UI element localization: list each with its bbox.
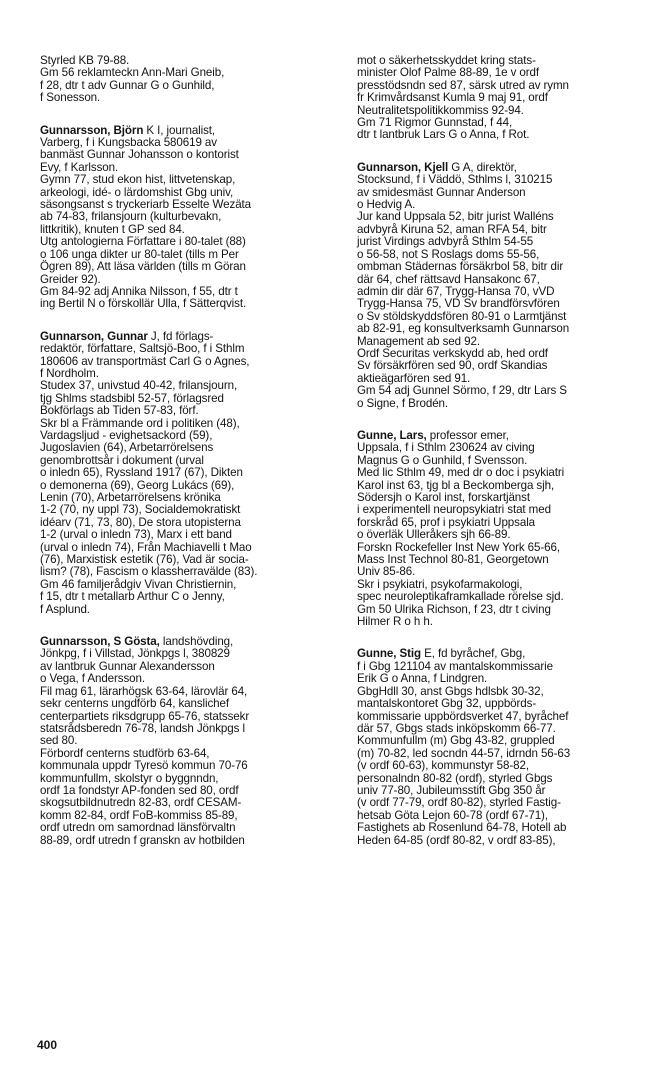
entry-text-line: hetsab Göta Lejon 60-78 (ordf 67-71), <box>357 808 548 822</box>
entry-text-line: dtr t lantbruk Lars G o Anna, f Rot. <box>357 128 530 142</box>
entry-text-line: Erik G o Anna, f Lindgren. <box>357 672 488 686</box>
entry-text-line: där 57, Gbgs stads inköpskomm 66-77. <box>357 721 556 735</box>
entry-text-line: Management ab sed 92. <box>357 334 480 348</box>
entry-text-line: f Asplund. <box>40 602 90 616</box>
entry-text-line: ab 74-83, frilansjourn (kulturbevakn, <box>40 210 222 224</box>
entry-text-line: Karol inst 63, tjg bl a Beckomberga sjh, <box>357 478 555 492</box>
entry-text-line: tjg Shlms stadsbibl 52-57, förlagsred <box>40 391 224 405</box>
entry-text-line: mantalskontoret Gbg 32, uppbörds- <box>357 697 537 711</box>
entry-text-line: ing Bertil N o förskollär Ulla, f Sätterqvist. <box>40 297 247 311</box>
entry-text-line: personalndn 80-82 (ordf), styrled Gbgs <box>357 771 553 785</box>
biography-entry <box>40 636 332 847</box>
entry-text-line: Trygg-Hansa 75, VD Sv brandförsvfören <box>357 297 560 311</box>
entry-text-line: Evy, f Karlsson. <box>40 160 119 174</box>
entry-name: Gunnarson, Gunnar <box>40 329 148 343</box>
entry-text-line: f Sonesson. <box>40 91 101 105</box>
entry-text-line: Heden 64-85 (ordf 80-82, v ordf 83-85), <box>357 833 556 847</box>
entry-text-line: Gymn 77, stud ekon hist, littvetenskap, <box>40 173 236 187</box>
entry-text-line: Lenin (70), Arbetarrörelsens krönika <box>40 491 221 504</box>
biography-entry <box>357 162 652 410</box>
entry-text-line: o 106 unga dikter ur 80-talet (tills m Per <box>40 247 239 261</box>
entry-text-line: ab 82-91, eg konsultverksamh Gunnarson <box>357 322 570 336</box>
entry-text-line: Greider 92). <box>40 272 101 286</box>
biography-entry <box>357 430 652 629</box>
biography-entry <box>357 648 652 847</box>
entry-text-line: Utg antologierna Författare i 80-talet (88) <box>40 235 246 249</box>
entry-text-line: Gm 56 reklamteckn Ann-Mari Gneib, <box>40 66 225 80</box>
entry-text-line: Forskn Rockefeller Inst New York 65-66, <box>357 540 560 554</box>
entry-text-line: forskråd 65, prof i psykiatri Uppsala <box>357 515 536 529</box>
entry-text-line: o 56-58, not S Roslags doms 55-56, <box>357 247 540 261</box>
entry-text-line: Varberg, f i Kungsbacka 580619 av <box>40 136 217 150</box>
biography-entry <box>40 125 332 311</box>
entry-first-line-text: G A, direktör, <box>448 160 517 174</box>
entry-text-line: i experimentell neuropsykiatri stat med <box>357 503 551 517</box>
entry-text-line: f 28, dtr t adv Gunnar G o Gunhild, <box>40 78 215 92</box>
entry-text-line: Fil mag 61, lärarhögsk 63-64, lärovlär 64, <box>40 684 248 698</box>
entry-text-line: Gm 50 Ulrika Richson, f 23, dtr t civing <box>357 602 551 616</box>
entry-text-line: genombrottsår i dokument (urval <box>40 453 204 467</box>
entry-text-line: sed 80. <box>40 734 78 748</box>
entry-text-line: 1-2 (urval o inledn 73), Marx i ett band <box>40 528 232 542</box>
page-number: 400 <box>37 1038 58 1052</box>
entry-text-line: ombman Städernas försäkrbol 58, bitr dir <box>357 260 564 274</box>
entry-text-line: jurist Virdings advbyrå Sthlm 54-55 <box>357 235 534 249</box>
entry-text-line: (76), Marxistisk estetik (76), Vad är socia- <box>40 553 249 567</box>
entry-text-line: av lantbruk Gunnar Alexandersson <box>40 659 215 673</box>
entry-name: Gunnarson, Kjell <box>357 160 449 174</box>
entry-text-line: Gm 54 adj Gunnel Sörmo, f 29, dtr Lars S <box>357 384 567 398</box>
entry-text-line: skogsutbildnutredn 82-83, ordf CESAM- <box>40 796 242 810</box>
entry-text-line: centerpartiets riksdgrupp 65-76, statssekr <box>40 709 250 723</box>
entry-text-line: o Signe, f Brodén. <box>357 396 449 410</box>
entry-text-line: Fastighets ab Rosenlund 64-78, Hotell ab <box>357 821 567 835</box>
entry-text-line: advbyrå Kiruna 52, aman RFA 54, bitr <box>357 222 547 236</box>
entry-text-line: Förbordf centerns studförb 63-64, <box>40 746 210 760</box>
entry-text-line: o överläk Ulleråkers sjh 66-89. <box>357 528 511 542</box>
entry-text-line: Univ 85-86. <box>357 565 416 579</box>
entry-text-line: Vardagsljud - evighetsackord (59), <box>40 428 213 442</box>
entry-text-line: Styrled KB 79-88. <box>40 54 130 67</box>
entry-text-line: minister Olof Palme 88-89, 1e v ordf <box>357 66 539 80</box>
entry-text-line: 1-2 (70, ny uppl 73), Socialdemokratiskt <box>40 503 241 517</box>
entry-text-line: f Nordholm. <box>40 366 99 380</box>
entry-text-line: sekr centerns ungdförb 64, kanslichef <box>40 697 229 711</box>
entry-name: Gunnarsson, Björn <box>40 123 144 137</box>
entry-text-line: littkritik), knuten t GP sed 84. <box>40 222 185 236</box>
entry-text-line: o Vega, f Andersson. <box>40 672 145 686</box>
entry-text-line: 180606 av transportmäst Carl G o Agnes, <box>40 354 250 368</box>
entry-text-line: (urval o inledn 74), Från Machiavelli t Mao <box>40 540 252 554</box>
entry-text-line: f 15, dtr t metallarb Arthur C o Jenny, <box>40 590 225 604</box>
entry-text-line: banmäst Gunnar Johansson o kontorist <box>40 148 239 162</box>
left-column <box>40 55 332 867</box>
entry-text-line: Jönkpg, f i Villstad, Jönkpgs l, 380829 <box>40 647 230 661</box>
entry-text-line: Skr bl a Främmande ord i politiken (48), <box>40 416 240 430</box>
entry-text-line: f i Gbg 121104 av mantalskommissarie <box>357 659 553 673</box>
entry-text-line: Uppsala, f i Sthlm 230624 av civing <box>357 441 535 455</box>
entry-text-line: statsrådsberedn 76-78, landsh Jönkpgs l <box>40 721 245 735</box>
entry-name: Gunnarsson, S Gösta, <box>40 635 160 649</box>
entry-text-line: Neutralitetspolitikkommiss 92-94. <box>357 103 524 117</box>
entry-text-line: (v ordf 77-79, ordf 80-82), styrled Fastig- <box>357 796 561 810</box>
entry-text-line: presstödsndn sed 87, särsk utred av rymn <box>357 78 569 92</box>
entry-text-line: spec neuroleptikaframkallade rörelse sjd. <box>357 590 564 604</box>
entry-first-line-text: E, fd byråchef, Gbg, <box>420 647 526 661</box>
entry-text-line: idéarv (71, 73, 80), De stora utopisterna <box>40 515 241 529</box>
entry-text-line: arkeologi, idé- o lärdomshist Gbg univ, <box>40 185 234 199</box>
entry-text-line: (v ordf 60-63), kommunstyr 58-82, <box>357 759 529 773</box>
entry-text-line: Mass Inst Technol 80-81, Georgetown <box>357 553 549 567</box>
entry-text-line: Ordf Securitas verkskydd ab, hed ordf <box>357 346 548 360</box>
entry-text-line: Jur kand Uppsala 52, bitr jurist Walléns <box>357 210 554 224</box>
biography-entry <box>40 55 332 105</box>
entry-text-line: komm 82-84, ordf FoB-kommiss 85-89, <box>40 808 238 822</box>
entry-text-line: (m) 70-82, led socndn 44-57, idrndn 56-63 <box>357 746 571 760</box>
entry-text-line: aktieägarfören sed 91. <box>357 371 471 385</box>
entry-text-line: GbgHdll 30, anst Gbgs hdlsbk 30-32, <box>357 684 544 698</box>
entry-text-line: kommunala uppdr Tyresö kommun 70-76 <box>40 759 248 773</box>
entry-first-line-text: K I, journalist, <box>143 123 216 137</box>
entry-text-line: Bokförlags ab Tiden 57-83, förf. <box>40 404 199 418</box>
entry-text-line: lism? (78), Fascism o klassherravälde (83). <box>40 565 258 579</box>
entry-text-line: o demonerna (69), Georg Lukács (69), <box>40 478 235 492</box>
entry-text-line: kommunfullm, skolstyr o byggnndn, <box>40 771 219 785</box>
entry-text-line: kommissarie uppbördsverket 47, byråchef <box>357 709 569 723</box>
biography-entry <box>40 331 332 616</box>
entry-text-line: o Hedvig A. <box>357 198 416 212</box>
entry-text-line: fr Krimvårdsanst Kumla 9 maj 91, ordf <box>357 91 548 105</box>
entry-text-line: Studex 37, univstud 40-42, frilansjourn, <box>40 379 238 393</box>
entry-name: Gunne, Stig <box>357 647 421 661</box>
entry-text-line: av smidesmäst Gunnar Anderson <box>357 185 526 199</box>
entry-first-line-text: landshövding, <box>159 635 234 649</box>
entry-text-line: Gm 46 familjerådgiv Vivan Christiernin, <box>40 577 237 591</box>
entry-first-line-text: J, fd förlags- <box>147 329 214 343</box>
entry-text-line: Hilmer R o h h. <box>357 615 433 629</box>
entry-text-line: Gm 71 Rigmor Gunnstad, f 44, <box>357 116 513 130</box>
entry-text-line: admin dir där 67, Trygg-Hansa 70, vVD <box>357 284 555 298</box>
entry-name: Gunne, Lars, <box>357 428 427 442</box>
entry-text-line: Ögren 89), Att läsa världen (tills m Göran <box>40 260 246 274</box>
entry-text-line: Kommunfullm (m) Gbg 43-82, gruppled <box>357 734 555 748</box>
entry-text-line: Skr i psykiatri, psykofarmakologi, <box>357 577 523 591</box>
entry-text-line: 88-89, ordf utredn f granskn av hotbilden <box>40 833 245 847</box>
entry-text-line: Jugoslavien (64), Arbetarrörelsens <box>40 441 214 455</box>
entry-text-line: redaktör, författare, Saltsjö-Boo, f i Sthlm <box>40 342 245 356</box>
entry-text-line: mot o säkerhetsskyddet kring stats- <box>357 54 536 67</box>
entry-text-line: där 64, chef rättsavd Hansakonc 67, <box>357 272 540 286</box>
biography-entry <box>357 55 652 142</box>
entry-text-line: Södersjh o Karol inst, forskartjänst <box>357 491 530 504</box>
entry-text-line: Gm 84-92 adj Annika Nilsson, f 55, dtr t <box>40 284 238 298</box>
entry-text-line: ordf 1a fondstyr AP-fonden sed 80, ordf <box>40 783 239 797</box>
entry-first-line-text: professor emer, <box>426 428 509 442</box>
entry-text-line: univ 77-80, Jubileumsstift Gbg 350 år <box>357 783 546 797</box>
entry-text-line <box>357 648 652 660</box>
entry-text-line: Magnus G o Gunhild, f Svensson. <box>357 453 528 467</box>
entry-text-line: Sv försäkrfören sed 90, ordf Skandias <box>357 359 548 373</box>
entry-text-line: o Sv stöldskyddsfören 80-91 o Larmtjänst <box>357 309 567 323</box>
entry-text-line: Stocksund, f i Väddö, Sthlms l, 310215 <box>357 173 553 187</box>
entry-text-line: ordf utredn om samordnad länsförvaltn <box>40 821 236 835</box>
entry-text-line: Med lic Sthlm 49, med dr o doc i psykiatri <box>357 466 565 480</box>
entry-text-line: säsongsanst s tryckeriarb Esselte Wezäta <box>40 198 252 212</box>
right-column <box>357 55 652 867</box>
entry-text-line: o inledn 65), Ryssland 1917 (67), Dikten <box>40 466 243 480</box>
